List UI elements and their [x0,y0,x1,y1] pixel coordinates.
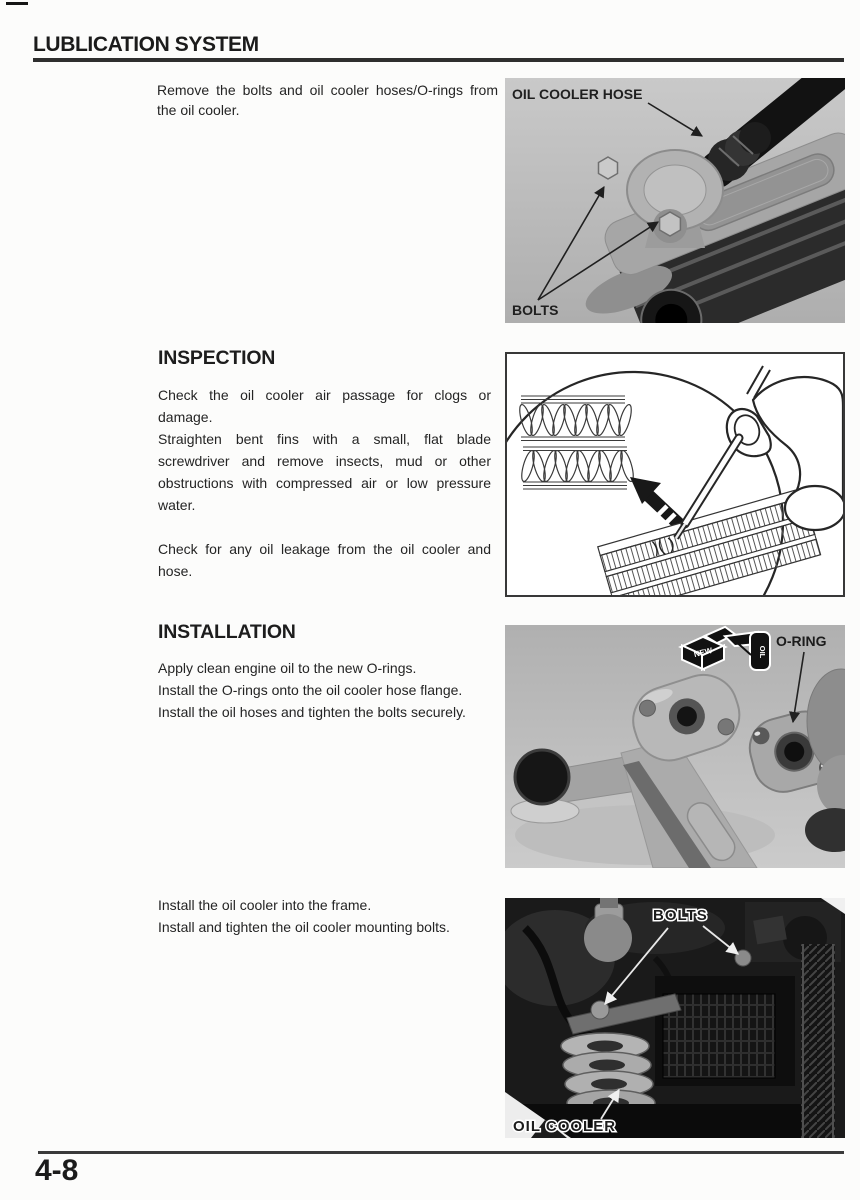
installation-photo-svg [505,625,845,868]
fin-inspection-illustration [505,352,845,597]
page-number: 4-8 [35,1154,79,1187]
text-line: hose. [158,563,193,579]
text-line: screwdriver and remove insects, mud or other [158,453,491,469]
inspection-lineart-svg [507,354,843,595]
text-line: Install and tighten the oil cooler mounting bolts. [158,919,450,935]
inspection-instructions [158,384,491,582]
oil-cooler-hose-label: OIL COOLER HOSE [512,86,643,102]
o-ring-installation-photo [505,625,845,868]
removal-instructions [157,80,498,120]
installation-instructions [158,657,498,723]
oil-cooler-coils [561,1033,655,1116]
footer-rule [38,1151,844,1154]
installation-heading: INSTALLATION [158,621,296,643]
text-line: Remove the bolts and oil cooler hoses/O-rings from [157,82,498,98]
bolt [660,212,681,236]
text-line: Check the oil cooler air passage for clogs or [158,387,491,403]
oil-cooler-removal-photo [505,78,845,323]
scan-artifact [6,2,28,5]
text-line: Install the oil cooler into the frame. [158,897,372,913]
text-line: Apply clean engine oil to the new O-rings. [158,660,417,676]
bolt [599,157,618,179]
oil-cooler-installed-photo [505,898,845,1138]
inspection-paragraph [158,538,491,582]
page-title: LUBLICATION SYSTEM [33,33,259,56]
inspection-heading: INSPECTION [158,347,276,369]
oil-icon-label: OIL [758,645,767,659]
inspection-paragraph [158,428,491,516]
bolts-label: BOLTS [512,302,559,318]
text-line: Install the O-rings onto the oil cooler hose flange. [158,682,463,698]
new-icon-label: NEW [692,645,714,660]
text-line: the oil cooler. [157,102,240,118]
o-ring-label: O-RING [776,633,827,649]
text-line: damage. [158,409,213,425]
text-line: obstructions with compressed air or low pressure [158,475,491,491]
frame-install-instructions [158,894,503,938]
text-line: Straighten bent fins with a small, flat blade [158,431,491,447]
installed-photo-svg [505,898,845,1138]
header-rule [33,58,844,62]
oil-cooler-label: OIL COOLER [513,1118,617,1135]
inspection-paragraph [158,384,491,428]
text-line: Install the oil hoses and tighten the bolts securely. [158,704,466,720]
removal-photo-svg [505,78,845,323]
text-line: water. [158,497,196,513]
bolts-label: BOLTS [653,907,708,924]
text-line: Check for any oil leakage from the oil cooler and [158,541,491,557]
